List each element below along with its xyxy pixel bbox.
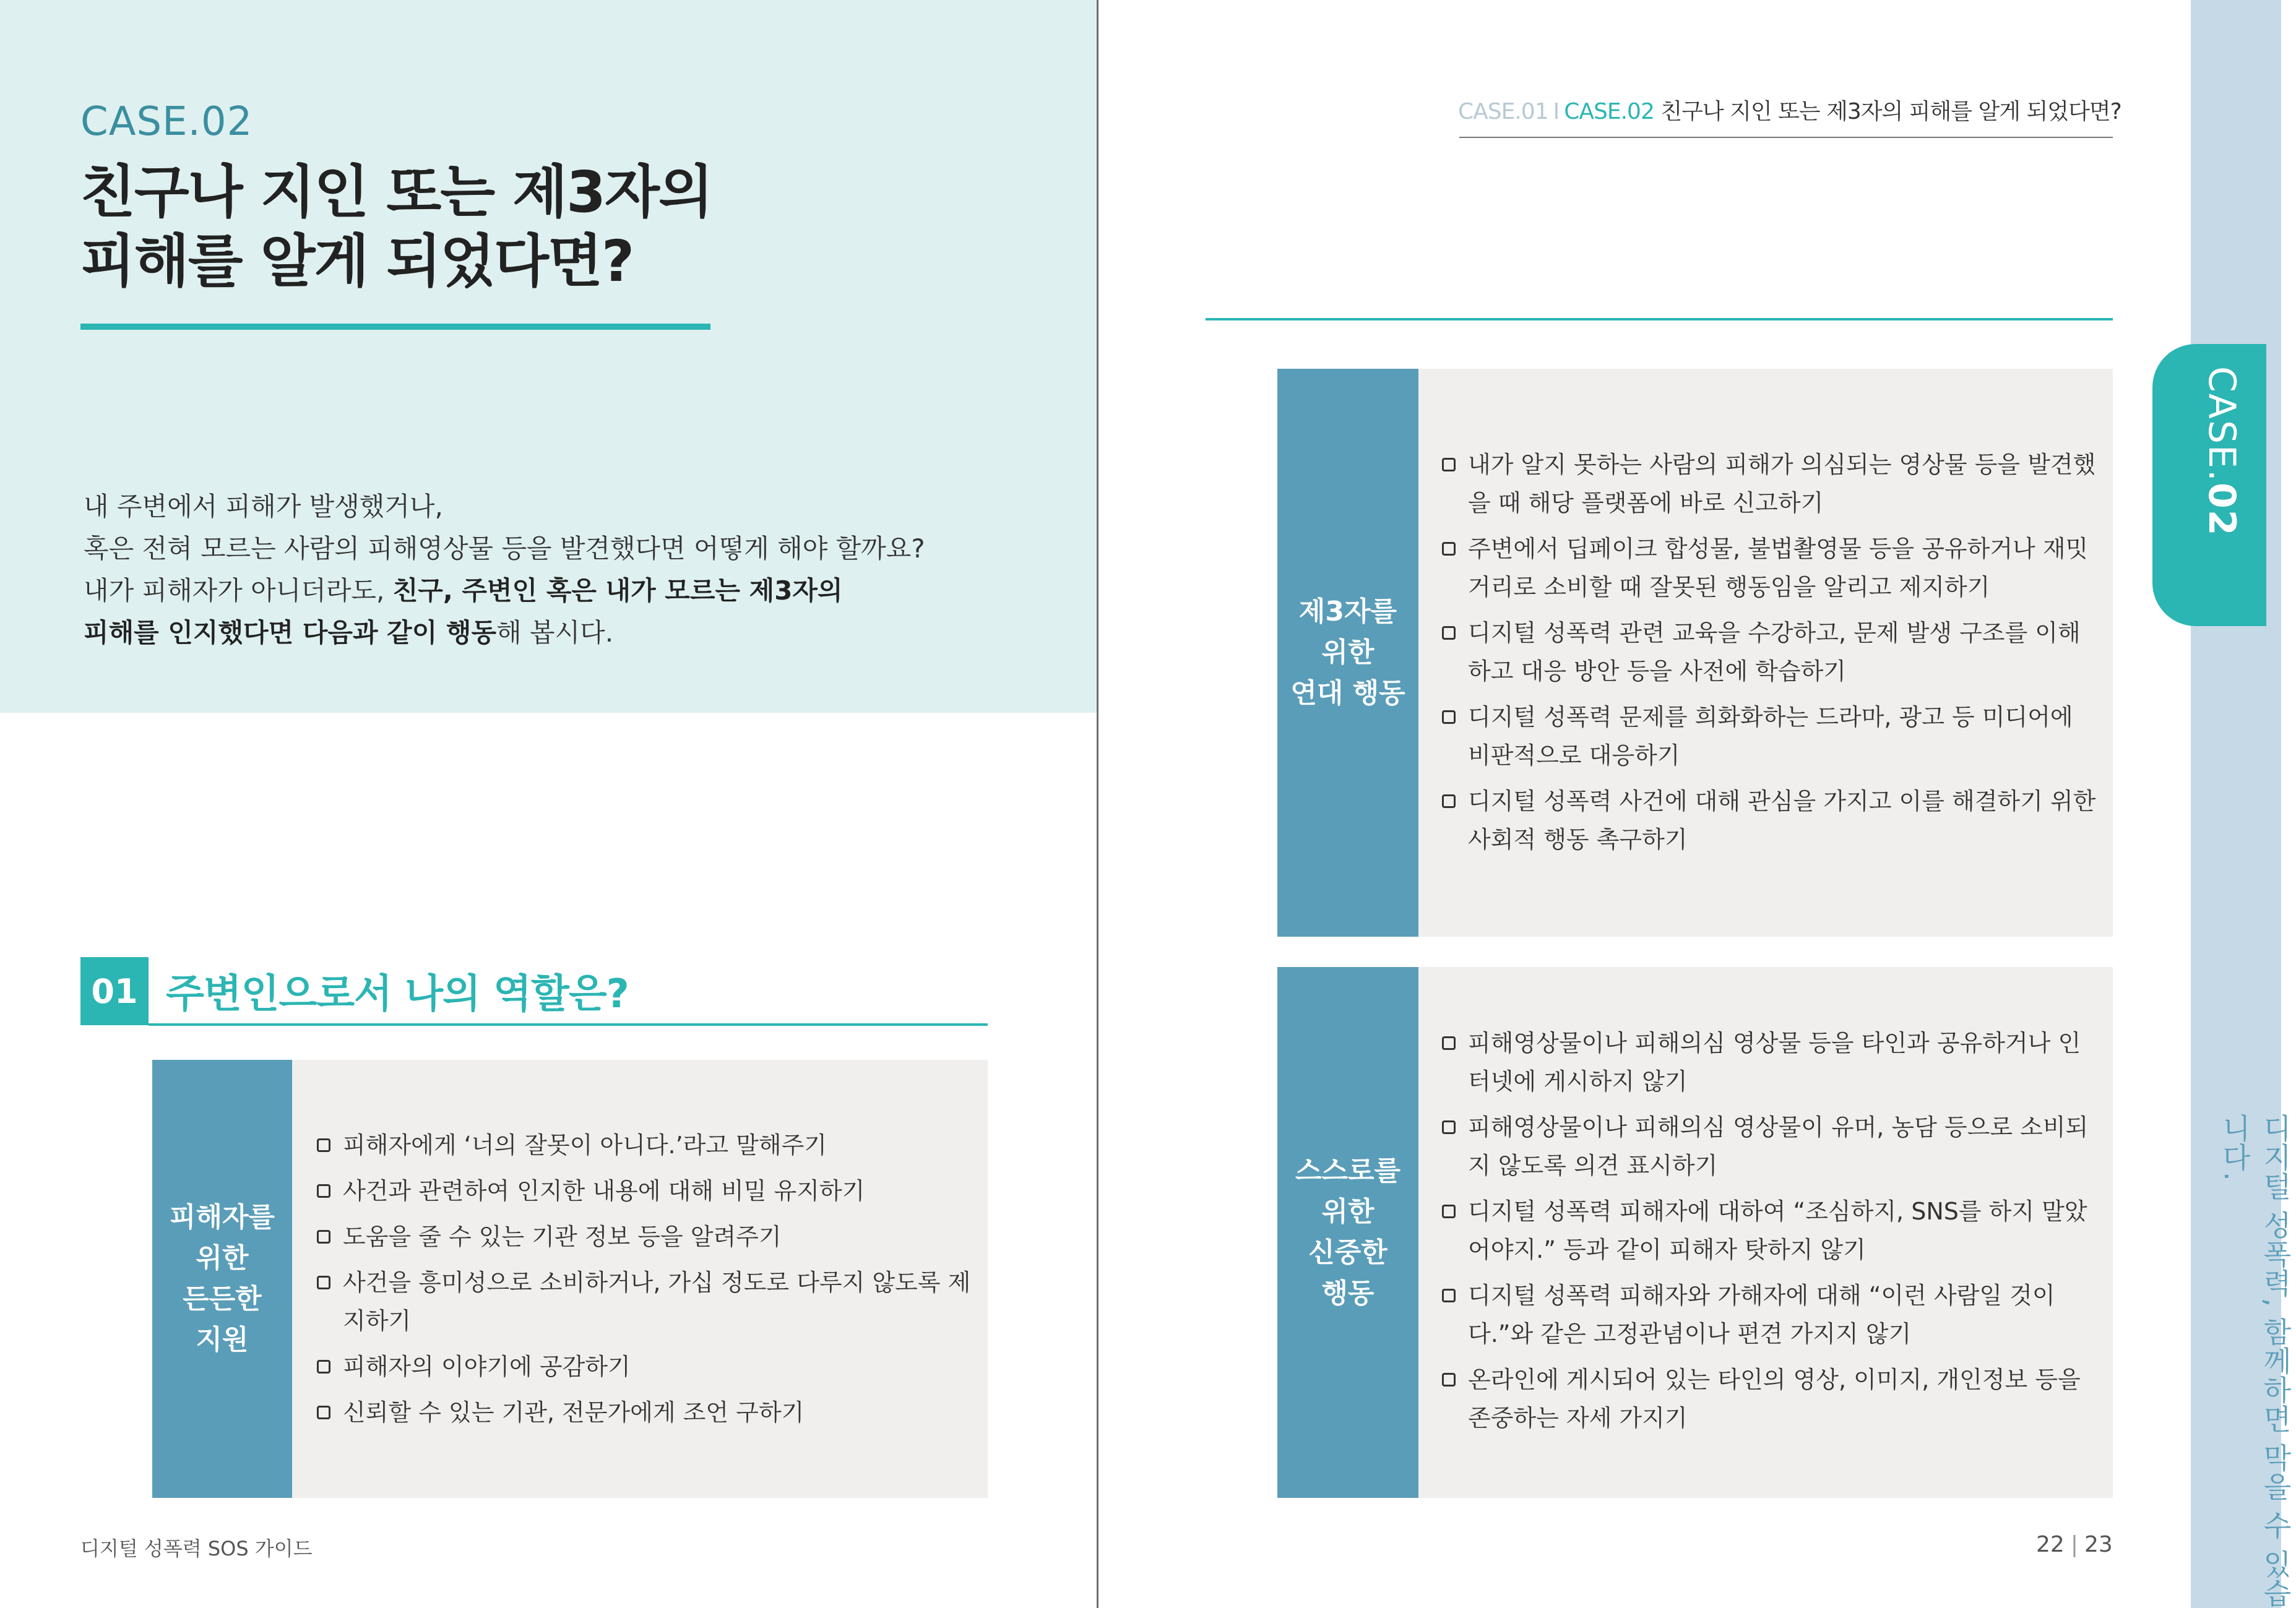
intro-paragraph (84, 486, 1061, 654)
checklist-item: 디지털 성폭력 문제를 희화화하는 드라마, 광고 등 미디어에 비판적으로 대응하기 (1442, 698, 2098, 775)
checkbox-icon (317, 1360, 330, 1374)
checklist-item: 피해자의 이야기에 공감하기 (317, 1348, 973, 1386)
checklist-item: 디지털 성폭력 피해자와 가해자에 대해 “이런 사람일 것이다.”와 같은 고정관념이나 편견 가지지 않기 (1442, 1276, 2098, 1353)
checkbox-icon (1442, 1373, 1456, 1387)
solidarity-label-line: 연대 행동 (1290, 677, 1405, 709)
checkbox-icon (1442, 794, 1456, 808)
intro-line-1: 내 주변에서 피해가 발생했거나, (84, 491, 443, 522)
checklist-item: 사건과 관련하여 인지한 내용에 대해 비밀 유지하기 (317, 1172, 973, 1210)
support-label-line: 든든한 (183, 1283, 262, 1315)
careful-checklist (1442, 1024, 2098, 1445)
checklist-item: 주변에서 딥페이크 합성물, 불법촬영물 등을 공유하거나 재밋거리로 소비할 때 잘못된 행동임을 알리고 제지하기 (1442, 530, 2098, 606)
support-box-label (152, 1060, 292, 1498)
page-number-right: 23 (2084, 1532, 2113, 1557)
careful-label-line: 행동 (1321, 1278, 1375, 1309)
checklist-item: 사건을 흥미성으로 소비하거나, 가십 정도로 다루지 않도록 제지하기 (317, 1263, 973, 1340)
case-label: CASE.02 (80, 99, 253, 145)
checklist-item: 신뢰할 수 있는 기관, 전문가에게 조언 구하기 (317, 1393, 973, 1432)
breadcrumb-separator: I (1553, 99, 1560, 124)
footer-guide-title: 디지털 성폭력 SOS 가이드 (80, 1537, 313, 1560)
checkbox-icon (317, 1230, 330, 1244)
solidarity-label-line: 제3자를 (1298, 596, 1397, 627)
solidarity-box-label (1277, 369, 1418, 937)
solidarity-label-line: 위한 (1321, 637, 1375, 668)
checkbox-icon (1442, 1289, 1456, 1302)
checkbox-icon (317, 1184, 330, 1198)
section-title: 주변인으로서 나의 역할은? (166, 971, 629, 1017)
checklist-item: 피해영상물이나 피해의심 영상물 등을 타인과 공유하거나 인터넷에 게시하지 않기 (1442, 1024, 2098, 1101)
page-number-left: 22 (2036, 1532, 2065, 1557)
checklist-item: 내가 알지 못하는 사람의 피해가 의심되는 영상물 등을 발견했을 때 해당 플랫폼에 바로 신고하기 (1442, 445, 2098, 522)
checkbox-icon (1442, 710, 1456, 724)
intro-line-2: 혹은 전혀 모르는 사람의 피해영상물 등을 발견했다면 어떻게 해야 할까요? (84, 533, 925, 564)
intro-line-4-bold: 피해를 인지했다면 다음과 같이 행동 (84, 617, 497, 648)
section-underline (149, 1023, 988, 1026)
support-label-line: 지원 (196, 1324, 249, 1356)
breadcrumb (1458, 94, 2121, 126)
checklist-item: 피해영상물이나 피해의심 영상물이 유머, 농담 등으로 소비되지 않도록 의견 표시하기 (1442, 1108, 2098, 1185)
checklist-item: 디지털 성폭력 관련 교육을 수강하고, 문제 발생 구조를 이해하고 대응 방안 등을 사전에 학습하기 (1442, 614, 2098, 690)
section-number-badge: 01 (80, 957, 149, 1025)
careful-box-label (1277, 967, 1418, 1498)
page-title-line-2: 피해를 알게 되었다면? (80, 228, 634, 295)
breadcrumb-title: 친구나 지인 또는 제3자의 피해를 알게 되었다면? (1654, 99, 2121, 124)
checkbox-icon (1442, 458, 1456, 471)
case-tab-prefix: CASE. (2200, 366, 2243, 483)
support-checklist (317, 1126, 973, 1439)
intro-line-4-plain: 해 봅시다. (496, 617, 614, 648)
page-title (80, 158, 712, 296)
careful-label-line: 신중한 (1308, 1237, 1388, 1268)
checklist-item: 도움을 줄 수 있는 기관 정보 등을 알려주기 (317, 1218, 973, 1256)
checkbox-icon (1442, 1036, 1456, 1050)
intro-line-4 (84, 612, 1061, 654)
breadcrumb-case01: CASE.01 (1458, 99, 1548, 124)
vertical-slogan: 디지털 성폭력, 함께하면 막을 수 있습니다. (2218, 1114, 2292, 1608)
checkbox-icon (1442, 1120, 1456, 1134)
checkbox-icon (1442, 626, 1456, 640)
intro-line-3-plain: 내가 피해자가 아니더라도, (84, 575, 393, 606)
checklist-item: 디지털 성폭력 피해자에 대하여 “조심하지, SNS를 하지 말았어야지.” 등과 같이 피해자 탓하지 않기 (1442, 1192, 2098, 1269)
careful-label-line: 위한 (1321, 1196, 1375, 1227)
checkbox-icon (317, 1406, 330, 1419)
support-label-line: 위한 (196, 1242, 249, 1274)
case-side-tab-label (2200, 366, 2243, 537)
careful-label-line: 스스로를 (1295, 1155, 1400, 1187)
content-top-rule (1206, 318, 2113, 320)
checkbox-icon (317, 1138, 330, 1152)
checkbox-icon (1442, 542, 1456, 556)
title-underline (80, 324, 710, 330)
page-spine-divider (1097, 0, 1098, 1608)
intro-line-3-bold: 친구, 주변인 혹은 내가 모르는 제3자의 (392, 575, 843, 606)
solidarity-checklist (1442, 445, 2098, 866)
page-number-separator: | (2070, 1532, 2078, 1557)
support-label-line: 피해자를 (169, 1202, 275, 1233)
intro-line-3 (84, 570, 1061, 612)
checkbox-icon (1442, 1205, 1456, 1218)
checkbox-icon (317, 1276, 330, 1289)
breadcrumb-underline (1459, 137, 2113, 138)
checklist-item: 피해자에게 ‘너의 잘못이 아니다.’라고 말해주기 (317, 1126, 973, 1164)
breadcrumb-case02: CASE.02 (1564, 99, 1654, 124)
page-title-line-1: 친구나 지인 또는 제3자의 (80, 159, 712, 225)
checklist-item: 온라인에 게시되어 있는 타인의 영상, 이미지, 개인정보 등을 존중하는 자세 가지기 (1442, 1361, 2098, 1437)
page-numbers (2036, 1532, 2113, 1557)
checklist-item: 디지털 성폭력 사건에 대해 관심을 가지고 이를 해결하기 위한 사회적 행동 촉구하기 (1442, 782, 2098, 859)
case-tab-number: 02 (2200, 483, 2243, 537)
